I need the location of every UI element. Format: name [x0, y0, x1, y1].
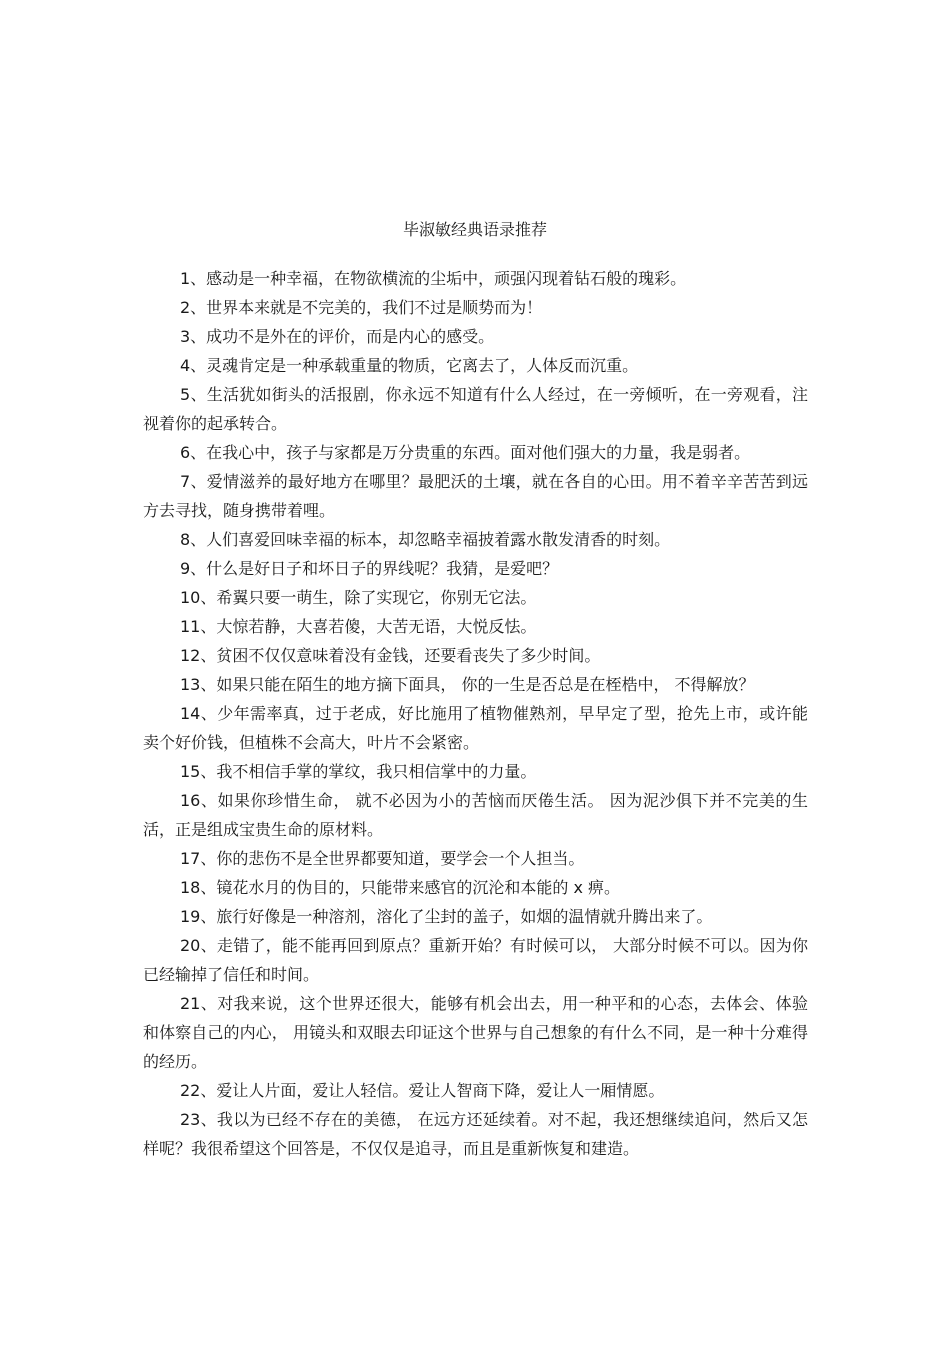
document-title: 毕淑敏经典语录推荐	[402, 220, 547, 239]
quote-item: 2、世界本来就是不完美的，我们不过是顺势而为！	[180, 298, 543, 317]
quote-item: 22、爱让人片面，爱让人轻信。爱让人智商下降，爱让人一厢情愿。	[180, 1081, 665, 1100]
quote-item: 7、爱情滋养的最好地方在哪里？最肥沃的土壤，就在各自的心田。用不着辛辛苦苦到远方去寻找，随身携带着哩。	[143, 472, 808, 520]
quote-item: 4、灵魂肯定是一种承载重量的物质，它离去了，人体反而沉重。	[180, 356, 639, 375]
quote-item: 8、人们喜爱回味幸福的标本，却忽略幸福披着露水散发清香的时刻。	[180, 530, 671, 549]
quote-item: 12、贫困不仅仅意味着没有金钱，还要看丧失了多少时间。	[180, 646, 601, 665]
quote-item: 16、如果你珍惜生命， 就不必因为小的苦恼而厌倦生活。 因为泥沙俱下并不完美的生活，正是组成宝贵生命的原材料。	[143, 791, 808, 839]
quote-item: 15、我不相信手掌的掌纹，我只相信掌中的力量。	[180, 762, 537, 781]
quote-item: 10、希翼只要一萌生，除了实现它，你别无它法。	[180, 588, 537, 607]
quote-item: 20、走错了，能不能再回到原点？重新开始？有时候可以， 大部分时候不可以。因为你已经输掉了信任和时间。	[143, 936, 808, 984]
quote-item: 6、在我心中，孩子与家都是万分贵重的东西。面对他们强大的力量，我是弱者。	[180, 443, 751, 462]
quote-item: 13、如果只能在陌生的地方摘下面具， 你的一生是否总是在桎梏中， 不得解放？	[180, 675, 755, 694]
quote-item: 9、什么是好日子和坏日子的界线呢？我猜，是爱吧？	[180, 559, 559, 578]
quote-item: 1、感动是一种幸福，在物欲横流的尘垢中，顽强闪现着钻石般的瑰彩。	[180, 269, 687, 288]
quote-item: 18、镜花水月的伪目的，只能带来感官的沉沦和本能的 x 痹。	[180, 878, 621, 897]
quote-item: 5、生活犹如街头的活报剧，你永远不知道有什么人经过，在一旁倾听，在一旁观看，注视着你的起承转合。	[143, 385, 808, 433]
quote-item: 17、你的悲伤不是全世界都要知道，要学会一个人担当。	[180, 849, 585, 868]
quote-item: 14、少年需率真，过于老成，好比施用了植物催熟剂，早早定了型，抢先上市，或许能卖个好价钱，但植株不会高大，叶片不会紧密。	[143, 704, 808, 752]
quote-item: 23、我以为已经不存在的美德， 在远方还延续着。对不起，我还想继续追问，然后又怎样呢？我很希望这个回答是，不仅仅是追寻，而且是重新恢复和建造。	[143, 1110, 808, 1158]
quote-item: 19、旅行好像是一种溶剂，溶化了尘封的盖子，如烟的温情就升腾出来了。	[180, 907, 713, 926]
quote-item: 21、对我来说，这个世界还很大，能够有机会出去，用一种平和的心态，去体会、体验和体察自己的内心， 用镜头和双眼去印证这个世界与自己想象的有什么不同，是一种十分难得的经历。	[143, 994, 808, 1071]
quote-item: 3、成功不是外在的评价，而是内心的感受。	[180, 327, 495, 346]
quote-item: 11、大惊若静，大喜若傻，大苦无语，大悦反怯。	[180, 617, 537, 636]
quote-list	[143, 264, 808, 1163]
